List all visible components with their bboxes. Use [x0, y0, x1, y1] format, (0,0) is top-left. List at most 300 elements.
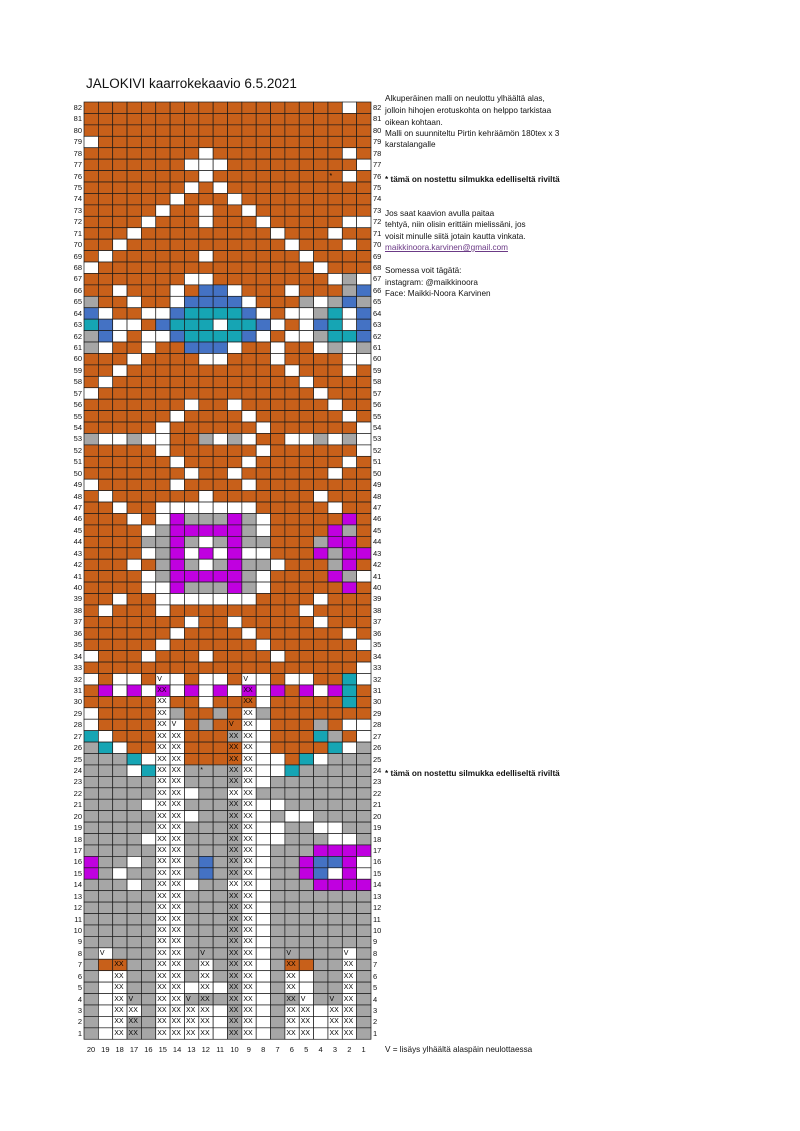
row-label-left: 69 [73, 251, 82, 261]
stitch-mark: XX [171, 938, 181, 946]
chart-cell [127, 445, 141, 456]
chart-cell [141, 456, 155, 467]
chart-cell [98, 856, 112, 867]
chart-cell [242, 616, 256, 627]
chart-cell [357, 662, 371, 673]
chart-cell [357, 571, 371, 582]
chart-cell [299, 342, 313, 353]
chart-cell [357, 628, 371, 639]
stitch-mark: XX [157, 789, 167, 797]
chart-cell [299, 616, 313, 627]
chart-cell [299, 708, 313, 719]
row-label-right: 74 [373, 194, 382, 204]
chart-cell [256, 376, 270, 387]
chart-cell [285, 616, 299, 627]
column-label: 15 [158, 1045, 167, 1054]
row-label-left: 30 [73, 697, 82, 707]
chart-cell [357, 754, 371, 765]
chart-cell [184, 331, 198, 342]
chart-cell [242, 365, 256, 376]
column-label: 9 [246, 1045, 251, 1054]
chart-cell [271, 536, 285, 547]
chart-cell [314, 491, 328, 502]
chart-cell [141, 331, 155, 342]
chart-cell [271, 251, 285, 262]
chart-cell [342, 571, 356, 582]
row-label-left: 7 [77, 960, 82, 970]
chart-cell [127, 605, 141, 616]
stitch-mark: XX [343, 961, 354, 969]
chart-cell [184, 742, 198, 753]
chart-cell [242, 411, 256, 422]
chart-cell [285, 388, 299, 399]
chart-cell [113, 582, 127, 593]
chart-cell [285, 685, 299, 696]
chart-cell [357, 502, 371, 513]
row-label-left: 40 [73, 583, 82, 593]
chart-cell [84, 536, 98, 547]
chart-cell [213, 868, 227, 879]
chart-cell [141, 353, 155, 364]
chart-cell [113, 605, 127, 616]
row-label-right: 12 [373, 903, 382, 913]
chart-cell [342, 125, 356, 136]
chart-cell [342, 502, 356, 513]
chart-cell [213, 331, 227, 342]
chart-cell [228, 205, 242, 216]
chart-cell [213, 193, 227, 204]
chart-cell [199, 605, 213, 616]
chart-cell [113, 685, 127, 696]
chart-cell [170, 708, 184, 719]
row-label-right: 75 [373, 183, 382, 192]
chart-cell [213, 148, 227, 159]
chart-cell [271, 662, 285, 673]
chart-cell [98, 502, 112, 513]
chart-cell [98, 205, 112, 216]
chart-cell [184, 422, 198, 433]
chart-cell [299, 285, 313, 296]
row-label-right: 67 [373, 274, 382, 284]
chart-cell [271, 125, 285, 136]
chart-cell [314, 308, 328, 319]
chart-cell [113, 616, 127, 627]
chart-cell [256, 925, 270, 936]
chart-cell [242, 399, 256, 410]
chart-cell [170, 296, 184, 307]
chart-cell [141, 742, 155, 753]
chart-cell [170, 502, 184, 513]
chart-cell [285, 422, 299, 433]
chart-cell [141, 479, 155, 490]
chart-cell [184, 342, 198, 353]
chart-cell [242, 182, 256, 193]
chart-cell [199, 502, 213, 513]
chart-cell [98, 868, 112, 879]
chart-cell [127, 788, 141, 799]
chart-cell [98, 479, 112, 490]
chart-cell [228, 433, 242, 444]
chart-cell [285, 925, 299, 936]
chart-cell [328, 491, 342, 502]
chart-cell [141, 422, 155, 433]
stitch-mark: XX [128, 1029, 138, 1037]
chart-cell [127, 822, 141, 833]
chart-cell [299, 411, 313, 422]
chart-cell [199, 856, 213, 867]
chart-cell [314, 273, 328, 284]
row-label-right: 61 [373, 343, 382, 353]
stitch-mark: XX [300, 1006, 311, 1014]
row-label-left: 64 [73, 308, 82, 318]
chart-cell [285, 822, 299, 833]
chart-cell [328, 308, 342, 319]
chart-cell [213, 239, 227, 250]
chart-cell [213, 605, 227, 616]
row-label-left: 37 [73, 617, 82, 627]
chart-cell [357, 559, 371, 570]
chart-cell [256, 742, 270, 753]
chart-cell [170, 593, 184, 604]
chart-cell [242, 171, 256, 182]
chart-cell [199, 662, 213, 673]
chart-cell [299, 925, 313, 936]
chart-cell [328, 925, 342, 936]
chart-cell [271, 776, 285, 787]
row-label-right: 72 [373, 217, 382, 227]
chart-cell [342, 308, 356, 319]
chart-cell [357, 216, 371, 227]
stitch-mark: XX [229, 938, 239, 946]
row-label-right: 53 [373, 434, 382, 444]
chart-cell [113, 445, 127, 456]
chart-cell [285, 593, 299, 604]
chart-cell [342, 548, 356, 559]
chart-cell [357, 193, 371, 204]
chart-cell [228, 696, 242, 707]
chart-cell [357, 251, 371, 262]
chart-cell [170, 216, 184, 227]
row-label-left: 60 [73, 354, 82, 364]
chart-cell [299, 205, 313, 216]
chart-cell [299, 754, 313, 765]
chart-cell [199, 822, 213, 833]
chart-cell [285, 491, 299, 502]
row-label-left: 54 [73, 423, 82, 433]
chart-cell [98, 251, 112, 262]
chart-cell [285, 891, 299, 902]
row-label-left: 52 [73, 445, 82, 455]
chart-cell [357, 376, 371, 387]
chart-cell [271, 822, 285, 833]
chart-cell [328, 719, 342, 730]
chart-cell [256, 422, 270, 433]
chart-cell [228, 536, 242, 547]
row-label-right: 81 [373, 114, 382, 124]
chart-cell [242, 491, 256, 502]
chart-cell [98, 193, 112, 204]
chart-cell [127, 616, 141, 627]
stitch-mark: XX [286, 972, 296, 980]
chart-cell [256, 513, 270, 524]
chart-cell [342, 159, 356, 170]
stitch-mark: XX [157, 732, 167, 740]
chart-cell [299, 319, 313, 330]
stitch-mark: XX [171, 755, 181, 763]
chart-cell [213, 754, 227, 765]
chart-cell [285, 228, 299, 239]
chart-cell [98, 742, 112, 753]
chart-cell [228, 639, 242, 650]
row-label-right: 80 [373, 125, 382, 135]
chart-cell [113, 719, 127, 730]
chart-cell [98, 216, 112, 227]
chart-cell [271, 936, 285, 947]
chart-cell [170, 171, 184, 182]
stitch-mark: XX [243, 1029, 253, 1037]
chart-cell [84, 994, 98, 1005]
chart-cell [299, 571, 313, 582]
column-label: 17 [129, 1045, 139, 1054]
chart-cell [113, 239, 127, 250]
chart-cell [113, 593, 127, 604]
chart-cell [342, 616, 356, 627]
chart-cell [184, 502, 198, 513]
row-label-left: 16 [73, 857, 82, 867]
chart-cell [256, 822, 270, 833]
chart-cell [156, 171, 170, 182]
stitch-mark: XX [343, 1018, 354, 1026]
chart-cell [342, 171, 356, 182]
chart-cell [285, 468, 299, 479]
chart-cell [127, 982, 141, 993]
chart-cell [328, 433, 342, 444]
chart-cell [184, 456, 198, 467]
chart-cell [98, 353, 112, 364]
chart-cell [314, 879, 328, 890]
chart-cell [357, 731, 371, 742]
stitch-mark: XX [243, 789, 253, 797]
chart-cell [285, 811, 299, 822]
chart-cell [184, 891, 198, 902]
chart-cell [184, 491, 198, 502]
chart-cell [314, 216, 328, 227]
chart-cell [256, 856, 270, 867]
chart-cell [98, 376, 112, 387]
chart-cell [84, 251, 98, 262]
chart-cell [184, 582, 198, 593]
chart-cell [141, 971, 155, 982]
row-label-left: 2 [77, 1017, 82, 1027]
chart-cell [228, 136, 242, 147]
chart-cell [271, 685, 285, 696]
row-label-right: 31 [373, 685, 382, 695]
chart-cell [213, 559, 227, 570]
chart-cell [199, 216, 213, 227]
row-label-left: 21 [73, 800, 82, 810]
chart-cell [84, 491, 98, 502]
stitch-mark: XX [157, 1029, 167, 1037]
chart-cell [156, 571, 170, 582]
chart-cell [328, 125, 342, 136]
chart-cell [170, 319, 184, 330]
chart-cell [170, 662, 184, 673]
chart-cell [328, 388, 342, 399]
chart-cell [285, 193, 299, 204]
column-label: 16 [144, 1045, 153, 1054]
stitch-mark: XX [157, 778, 167, 786]
chart-cell [228, 342, 242, 353]
chart-cell [299, 148, 313, 159]
chart-cell [98, 811, 112, 822]
note-line: Jos saat kaavion avulla paitaa [385, 209, 495, 218]
chart-cell [357, 948, 371, 959]
row-label-right: 27 [373, 731, 382, 741]
stitch-mark: XX [128, 1018, 138, 1026]
chart-cell [156, 353, 170, 364]
chart-cell [84, 662, 98, 673]
row-label-right: 62 [373, 331, 382, 341]
chart-cell [271, 193, 285, 204]
chart-cell [213, 136, 227, 147]
chart-cell [98, 319, 112, 330]
chart-cell [199, 136, 213, 147]
chart-cell [271, 228, 285, 239]
chart-cell [285, 639, 299, 650]
chart-cell [314, 662, 328, 673]
chart-cell [127, 308, 141, 319]
chart-cell [113, 491, 127, 502]
chart-cell [342, 914, 356, 925]
stitch-mark: XX [157, 892, 167, 900]
row-label-right: 54 [373, 423, 382, 433]
chart-cell [141, 399, 155, 410]
chart-cell [84, 296, 98, 307]
row-label-left: 29 [73, 708, 82, 718]
chart-cell [342, 811, 356, 822]
column-label: 18 [115, 1045, 124, 1054]
chart-cell [98, 1016, 112, 1027]
stitch-mark: XX [300, 1018, 311, 1026]
chart-cell [113, 136, 127, 147]
chart-cell [127, 365, 141, 376]
chart-cell [156, 308, 170, 319]
chart-cell [141, 491, 155, 502]
chart-cell [342, 834, 356, 845]
chart-cell [299, 845, 313, 856]
chart-cell [271, 971, 285, 982]
stitch-mark: XX [157, 824, 167, 832]
chart-cell [113, 914, 127, 925]
chart-cell [342, 731, 356, 742]
chart-cell [256, 251, 270, 262]
chart-cell [141, 513, 155, 524]
chart-cell [328, 113, 342, 124]
chart-cell [184, 834, 198, 845]
row-label-right: 29 [373, 708, 382, 718]
chart-cell [113, 948, 127, 959]
chart-cell [184, 296, 198, 307]
chart-cell [285, 662, 299, 673]
chart-cell [342, 891, 356, 902]
row-label-right: 11 [373, 914, 381, 924]
chart-cell [299, 674, 313, 685]
chart-cell [271, 651, 285, 662]
chart-cell [357, 982, 371, 993]
chart-cell [299, 776, 313, 787]
chart-cell [213, 742, 227, 753]
column-label: 3 [332, 1045, 338, 1054]
chart-cell [314, 891, 328, 902]
chart-cell [299, 719, 313, 730]
chart-cell [357, 331, 371, 342]
chart-cell [184, 262, 198, 273]
row-label-right: 2 [373, 1017, 378, 1027]
chart-cell [271, 182, 285, 193]
chart-cell [98, 342, 112, 353]
chart-cell [127, 171, 141, 182]
row-label-left: 35 [73, 640, 82, 650]
chart-cell [213, 205, 227, 216]
chart-cell [271, 411, 285, 422]
chart-cell [328, 616, 342, 627]
chart-cell [170, 285, 184, 296]
email-link[interactable]: maikkinoora.karvinen@gmail.com [385, 243, 508, 252]
chart-cell [141, 868, 155, 879]
chart-cell [285, 605, 299, 616]
chart-cell [271, 834, 285, 845]
chart-cell [141, 674, 155, 685]
chart-cell [314, 1005, 328, 1016]
chart-cell [285, 125, 299, 136]
note-line: Malli on suunniteltu Pirtin kehräämön 180tex x 3 [385, 129, 560, 138]
chart-cell [213, 571, 227, 582]
chart-cell [184, 856, 198, 867]
column-label: 8 [261, 1045, 266, 1054]
row-label-right: 73 [373, 205, 382, 215]
chart-cell [127, 708, 141, 719]
chart-cell [299, 491, 313, 502]
chart-cell [127, 182, 141, 193]
chart-cell [127, 525, 141, 536]
chart-cell [98, 662, 112, 673]
chart-cell [228, 159, 242, 170]
chart-cell [184, 548, 198, 559]
chart-cell [113, 742, 127, 753]
row-label-right: 71 [373, 228, 382, 238]
chart-cell [342, 388, 356, 399]
chart-cell [84, 834, 98, 845]
chart-cell [256, 525, 270, 536]
row-label-left: 17 [73, 845, 82, 855]
chart-cell [156, 331, 170, 342]
chart-cell [357, 936, 371, 947]
chart-cell [84, 285, 98, 296]
stitch-mark: XX [114, 961, 124, 969]
chart-cell [184, 776, 198, 787]
chart-cell [271, 445, 285, 456]
row-label-right: 42 [373, 560, 382, 570]
chart-cell [213, 1005, 227, 1016]
chart-cell [113, 513, 127, 524]
chart-cell [170, 102, 184, 113]
row-label-right: 56 [373, 400, 382, 410]
chart-cell [271, 513, 285, 524]
chart-cell [357, 651, 371, 662]
chart-cell [328, 216, 342, 227]
chart-cell [256, 571, 270, 582]
chart-cell [342, 331, 356, 342]
